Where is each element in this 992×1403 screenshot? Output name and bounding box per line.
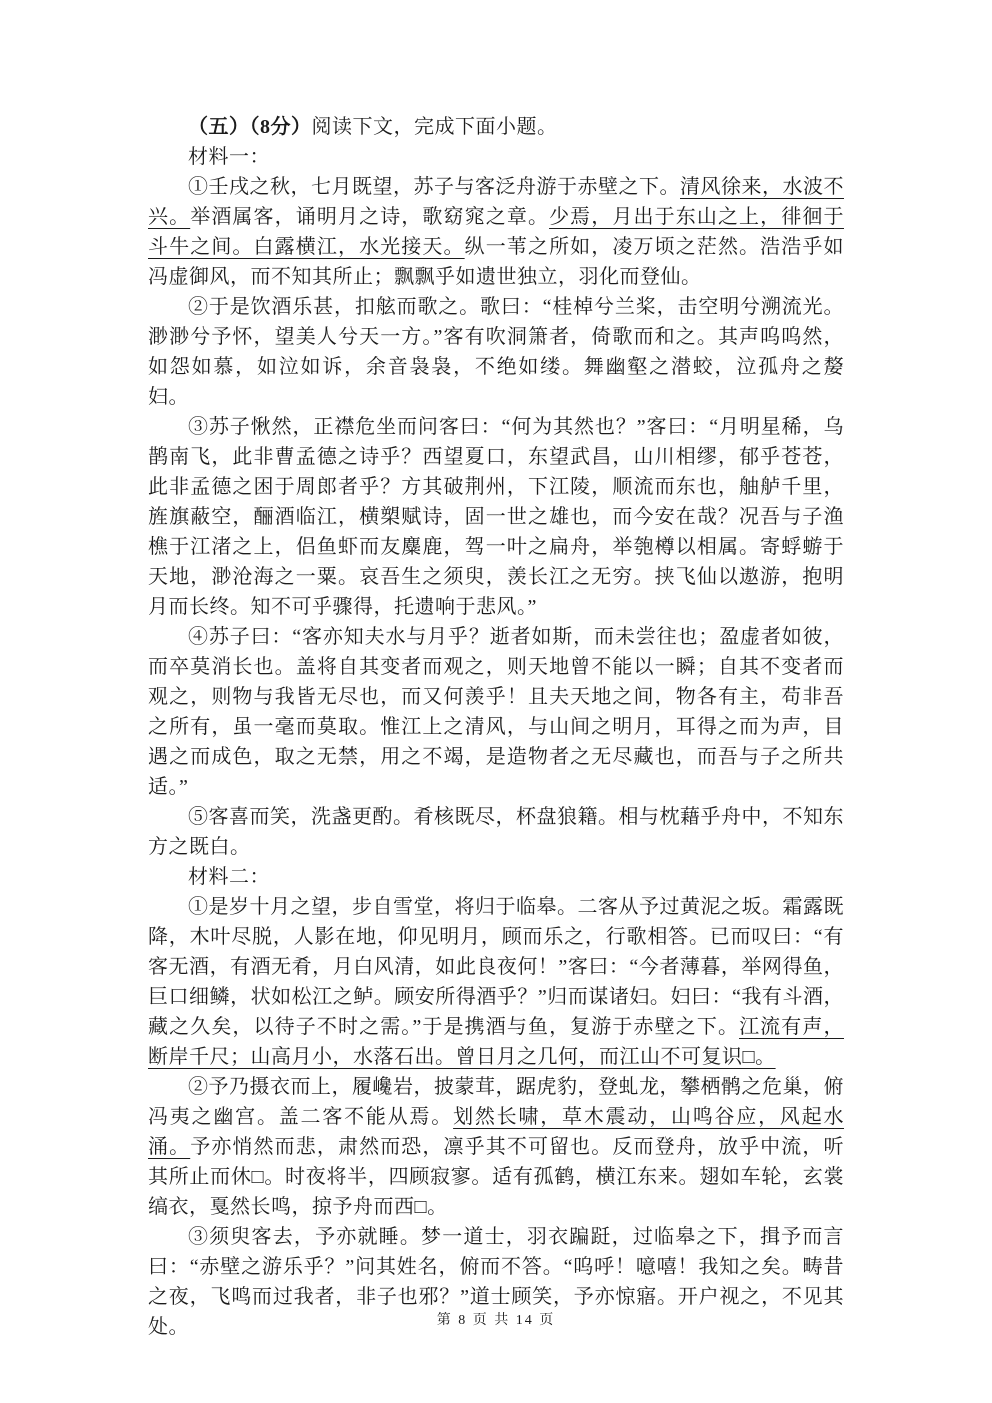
paragraph xyxy=(148,292,844,412)
underlined-text: 少焉，月出于东山之上，徘徊于斗牛之间。白露横江，水光接天。 xyxy=(148,206,844,258)
paragraph xyxy=(148,172,844,292)
material-label: 材料二： xyxy=(188,866,270,888)
text-run: ②予乃摄衣而上，履巉岩，披蒙茸，踞虎豹，登虬龙，攀栖鹘之危巢，俯冯夷之幽宫。盖二客不能从焉。 xyxy=(148,1076,844,1128)
paragraph xyxy=(148,1072,844,1222)
text-run: 举酒属客，诵明月之诗，歌窈窕之章。 xyxy=(190,206,550,228)
text-run: 纵一苇之所如，凌万顷之茫然。浩浩乎如冯虚御风，而不知其所止；飘飘乎如遗世独立，羽化而登仙。 xyxy=(148,236,844,288)
underlined-text: 划然长啸，草木震动，山鸣谷应，风起水涌。 xyxy=(148,1106,845,1158)
underlined-text: 江流有声，断岸千尺；山高月小，水落石出。曾日月之几何，而江山不可复识□。 xyxy=(148,1016,844,1068)
paragraph xyxy=(148,802,844,862)
text-run: ①壬戌之秋，七月既望，苏子与客泛舟游于赤壁之下。 xyxy=(188,176,680,198)
text-run: ①是岁十月之望，步自雪堂，将归于临皋。二客从予过黄泥之坂。霜露既降，木叶尽脱，人影在地，仰见明月，顾而乐之，行歌相答。已而叹曰：“有客无酒，有酒无肴，月白风清，如此良夜何！”客曰：“今者薄暮，举网得鱼，巨口细鳞，状如松江之鲈。顾安所得酒乎？”归而谋诸妇。妇曰：“我有斗酒，藏之久矣，以待子不时之需。”于是携酒与鱼，复游于赤壁之下。 xyxy=(148,896,844,1038)
text-run: 予亦悄然而悲，肃然而恐，凛乎其不可留也。反而登舟，放乎中流，听其所止而休□。时夜将半，四顾寂寥。适有孤鹤，横江东来。翅如车轮，玄裳缟衣，戛然长鸣，掠予舟而西□。 xyxy=(148,1136,844,1218)
text-run: ③苏子愀然，正襟危坐而问客曰：“何为其然也？”客曰：“月明星稀，乌鹊南飞，此非曹孟德之诗乎？西望夏口，东望武昌，山川相缪，郁乎苍苍，此非孟德之困于周郎者乎？方其破荆州，下江陵，顺流而东也，舳舻千里，旌旗蔽空，酾酒临江，横槊赋诗，固一世之雄也，而今安在哉？况吾与子渔樵于江渚之上，侣鱼虾而友麋鹿，驾一叶之扁舟，举匏樽以相属。寄蜉蝣于天地，渺沧海之一粟。哀吾生之须臾，羡长江之无穷。挟飞仙以遨游，抱明月而长终。知不可乎骤得，托遗响于悲风。” xyxy=(148,416,844,618)
underlined-text: 清风徐来，水波不兴。 xyxy=(148,176,844,228)
paragraph xyxy=(148,412,844,622)
question-number: （五）（8分） xyxy=(188,116,312,138)
question-header xyxy=(148,112,844,142)
text-run: ⑤客喜而笑，洗盏更酌。肴核既尽，杯盘狼籍。相与枕藉乎舟中，不知东方之既白。 xyxy=(148,806,844,858)
question-instruction: 阅读下文，完成下面小题。 xyxy=(311,116,558,138)
material-label: 材料一： xyxy=(188,146,270,168)
page-indicator: 第 8 页 共 14 页 xyxy=(436,1313,556,1328)
document-body xyxy=(148,142,844,1342)
text-run: ④苏子曰：“客亦知夫水与月乎？逝者如斯，而未尝往也；盈虚者如彼，而卒莫消长也。盖将自其变者而观之，则天地曾不能以一瞬；自其不变者而观之，则物与我皆无尽也，而又何羡乎！且夫天地之间，物各有主，苟非吾之所有，虽一毫而莫取。惟江上之清风，与山间之明月，耳得之而为声，目遇之而成色，取之无禁，用之不竭，是造物者之无尽藏也，而吾与子之所共适。” xyxy=(148,626,844,798)
text-run: ③须臾客去，予亦就睡。梦一道士，羽衣蹁跹，过临皋之下，揖予而言曰：“赤壁之游乐乎？”问其姓名，俯而不答。“呜呼！噫嘻！我知之矣。畴昔之夜，飞鸣而过我者，非子也邪？”道士顾笑，予亦惊寤。开户视之，不见其处。 xyxy=(148,1226,844,1338)
text-run: ②于是饮酒乐甚，扣舷而歌之。歌曰：“桂棹兮兰桨，击空明兮溯流光。渺渺兮予怀，望美人兮天一方。”客有吹洞箫者，倚歌而和之。其声呜呜然，如怨如慕，如泣如诉，余音袅袅，不绝如缕。舞幽壑之潜蛟，泣孤舟之嫠妇。 xyxy=(148,296,844,408)
paragraph xyxy=(148,622,844,802)
page-footer xyxy=(0,1311,992,1331)
paragraph xyxy=(148,892,844,1072)
